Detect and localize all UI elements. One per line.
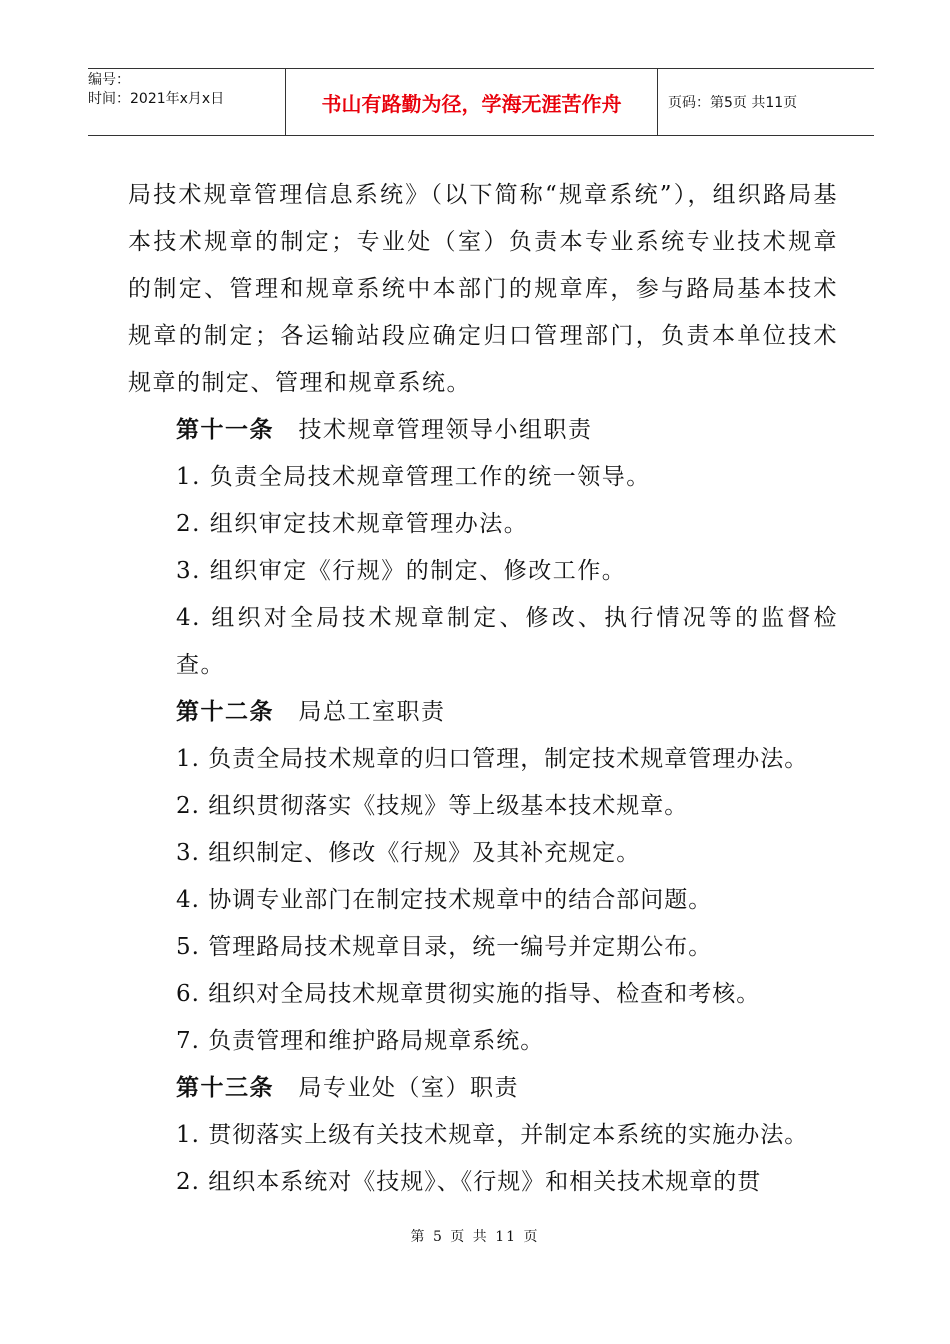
article-title: 技术规章管理领导小组职责 bbox=[274, 417, 593, 443]
list-item: 1. 负责全局技术规章管理工作的统一领导。 bbox=[176, 464, 651, 490]
article-number: 第十一条 bbox=[176, 417, 274, 443]
article-heading bbox=[128, 1065, 838, 1112]
list-item: 1. 负责全局技术规章的归口管理，制定技术规章管理办法。 bbox=[176, 746, 809, 772]
header-slogan: 书山有路勤为径，学海无涯苦作舟 bbox=[286, 69, 658, 135]
paragraph: 局技术规章管理信息系统》（以下简称“规章系统”），组织路局基本技术规章的制定；专业处（室）负责本专业系统专业技术规章的制定、管理和规章系统中本部门的规章库，参与路局基本技术规章的制定；各运输站段应确定归口管理部门，负责本单位技术规章的制定、管理和规章系统。 bbox=[128, 182, 838, 396]
list-item: 2. 组织审定技术规章管理办法。 bbox=[176, 511, 529, 537]
time-label: 时间：2021年x月x日 bbox=[88, 91, 225, 107]
article-number: 第十三条 bbox=[176, 1075, 274, 1101]
page-header bbox=[88, 68, 874, 136]
article-title: 局总工室职责 bbox=[274, 699, 446, 725]
list-item: 2. 组织本系统对《技规》、《行规》和相关技术规章的贯 bbox=[176, 1169, 762, 1195]
article-number: 第十二条 bbox=[176, 699, 274, 725]
list-item: 3. 组织制定、修改《行规》及其补充规定。 bbox=[176, 840, 641, 866]
list-item: 4. 协调专业部门在制定技术规章中的结合部问题。 bbox=[176, 887, 713, 913]
list-item: 1. 贯彻落实上级有关技术规章，并制定本系统的实施办法。 bbox=[176, 1122, 809, 1148]
header-page-info: 页码：第5页 共11页 bbox=[668, 95, 798, 111]
page-footer: 第 5 页 共 11 页 bbox=[410, 1229, 540, 1245]
number-label: 编号： bbox=[88, 72, 130, 88]
article-heading bbox=[128, 407, 838, 454]
list-item: 2. 组织贯彻落实《技规》等上级基本技术规章。 bbox=[176, 793, 689, 819]
list-item: 6. 组织对全局技术规章贯彻实施的指导、检查和考核。 bbox=[176, 981, 761, 1007]
list-item: 5. 管理路局技术规章目录，统一编号并定期公布。 bbox=[176, 934, 713, 960]
article-heading bbox=[128, 689, 838, 736]
list-item: 4. 组织对全局技术规章制定、修改、执行情况等的监督检查。 bbox=[176, 605, 838, 678]
header-meta bbox=[88, 69, 286, 135]
list-item: 7. 负责管理和维护路局规章系统。 bbox=[176, 1028, 545, 1054]
document-body bbox=[128, 172, 838, 1206]
list-item: 3. 组织审定《行规》的制定、修改工作。 bbox=[176, 558, 627, 584]
article-title: 局专业处（室）职责 bbox=[274, 1075, 519, 1101]
